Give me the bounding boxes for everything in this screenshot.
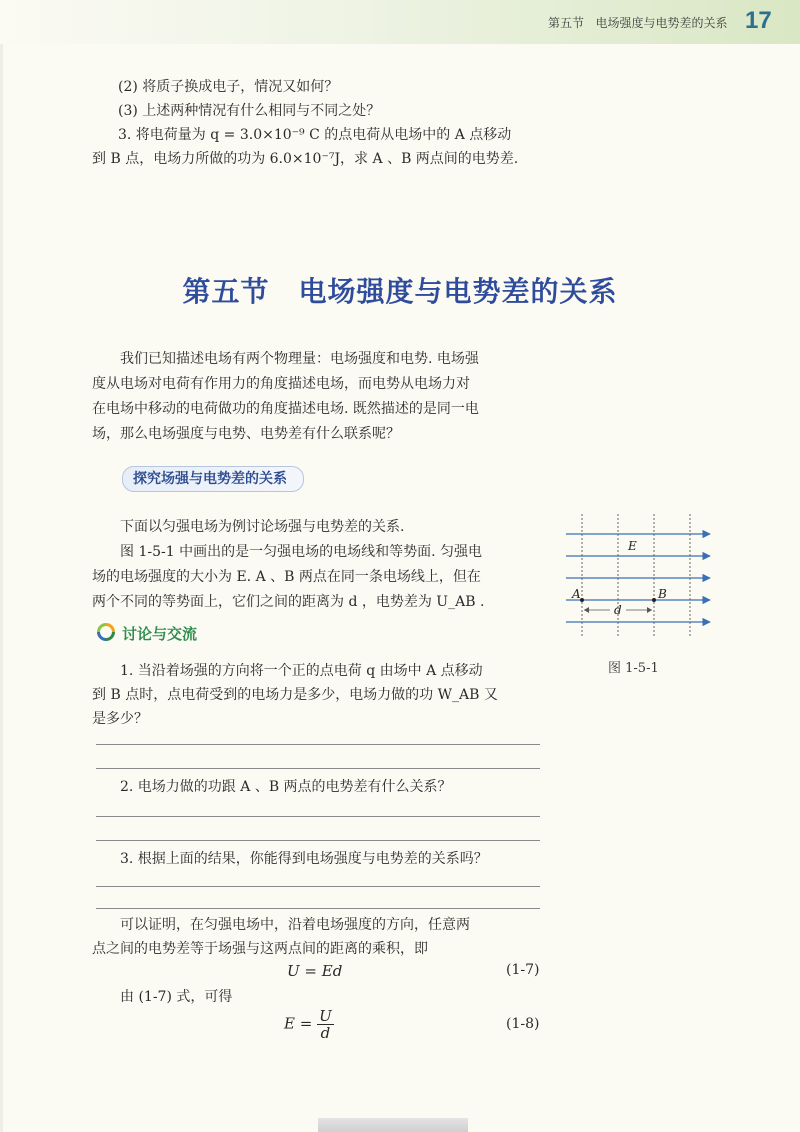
page-bottom-tab (318, 1118, 468, 1132)
answer-line (96, 840, 540, 841)
fraction-denominator: d (320, 1024, 331, 1042)
distance-arrowhead-right (647, 607, 652, 613)
intro-line-2: 度从电场对电荷有作用力的角度描述电场，而电势从电场力对 (92, 376, 470, 392)
page-number: 17 (745, 7, 772, 34)
distance-arrowhead-left (584, 607, 589, 613)
exercise-2-part-3: (3) 上述两种情况有什么相同与不同之处？ (118, 103, 381, 119)
running-header (548, 14, 727, 31)
formula-1-7: U = Ed (287, 962, 343, 980)
discussion-recycle-icon (94, 620, 118, 644)
label-B: B (658, 587, 667, 601)
answer-line (96, 768, 540, 769)
section-title: 第五节 电场强度与电势差的关系 (182, 275, 618, 308)
exercise-3-line-1: 3. 将电荷量为 q = 3.0×10⁻⁹ C 的点电荷从电场中的 A 点移动 (118, 127, 512, 143)
header-section-label: 第五节 (548, 16, 585, 30)
label-E: E (628, 539, 637, 553)
exercise-2-part-2: (2) 将质子换成电子，情况又如何？ (118, 79, 339, 95)
page-left-edge (0, 0, 3, 1132)
answer-line (96, 908, 540, 909)
header-section-title: 电场强度与电势差的关系 (595, 16, 728, 30)
formula-1-8 (284, 1008, 334, 1041)
inquiry-subheading: 探究场强与电势差的关系 (122, 466, 304, 492)
discussion-q1-line-3: 是多少？ (92, 711, 148, 727)
body-line-2: 图 1-5-1 中画出的是一匀强电场的电场线和等势面. 匀强电 (120, 544, 482, 560)
discussion-q1-line-1: 1. 当沿着场强的方向将一个正的点电荷 q 由场中 A 点移动 (120, 663, 483, 679)
answer-line (96, 744, 540, 745)
point-B (652, 598, 656, 602)
intro-line-1: 我们已知描述电场有两个物理量：电场强度和电势. 电场强 (120, 351, 479, 367)
body-line-1: 下面以匀强电场为例讨论场强与电势差的关系. (120, 519, 405, 535)
uniform-field-figure (560, 508, 720, 650)
derivation-text: 由 (1-7) 式，可得 (120, 989, 233, 1005)
body-line-3: 场的电场强度的大小为 E. A 、B 两点在同一条电场线上，但在 (92, 569, 481, 585)
label-A: A (572, 587, 581, 601)
figure-caption: 图 1-5-1 (608, 661, 659, 676)
equation-number-1-7: (1-7) (506, 962, 540, 978)
discussion-q3: 3. 根据上面的结果，你能得到电场强度与电势差的关系吗？ (120, 851, 488, 867)
body-line-4: 两个不同的等势面上，它们之间的距离为 d ，电势差为 U_AB . (92, 594, 485, 610)
conclusion-line-1: 可以证明，在匀强电场中，沿着电场强度的方向，任意两 (120, 917, 470, 933)
conclusion-line-2: 点之间的电势差等于场强与这两点间的距离的乘积，即 (92, 941, 428, 957)
label-d: d (614, 603, 622, 617)
discussion-q2: 2. 电场力做的功跟 A 、B 两点的电势差有什么关系？ (120, 779, 452, 795)
equation-number-1-8: (1-8) (506, 1016, 540, 1032)
intro-line-3: 在电场中移动的电荷做功的角度描述电场. 既然描述的是同一电 (92, 401, 479, 417)
discussion-q1-line-2: 到 B 点时，点电荷受到的电场力是多少，电场力做的功 W_AB 又 (92, 687, 498, 703)
answer-line (96, 816, 540, 817)
intro-line-4: 场，那么电场强度与电势、电势差有什么联系呢？ (92, 426, 400, 442)
fraction (317, 1008, 334, 1041)
answer-line (96, 886, 540, 887)
formula-1-8-lhs: E = (284, 1014, 313, 1033)
discussion-heading: 讨论与交流 (122, 625, 198, 643)
fraction-numerator: U (319, 1007, 332, 1025)
equipotential-lines (582, 514, 690, 638)
exercise-3-line-2: 到 B 点，电场力所做的功为 6.0×10⁻⁷J，求 A 、B 两点间的电势差. (92, 151, 519, 167)
